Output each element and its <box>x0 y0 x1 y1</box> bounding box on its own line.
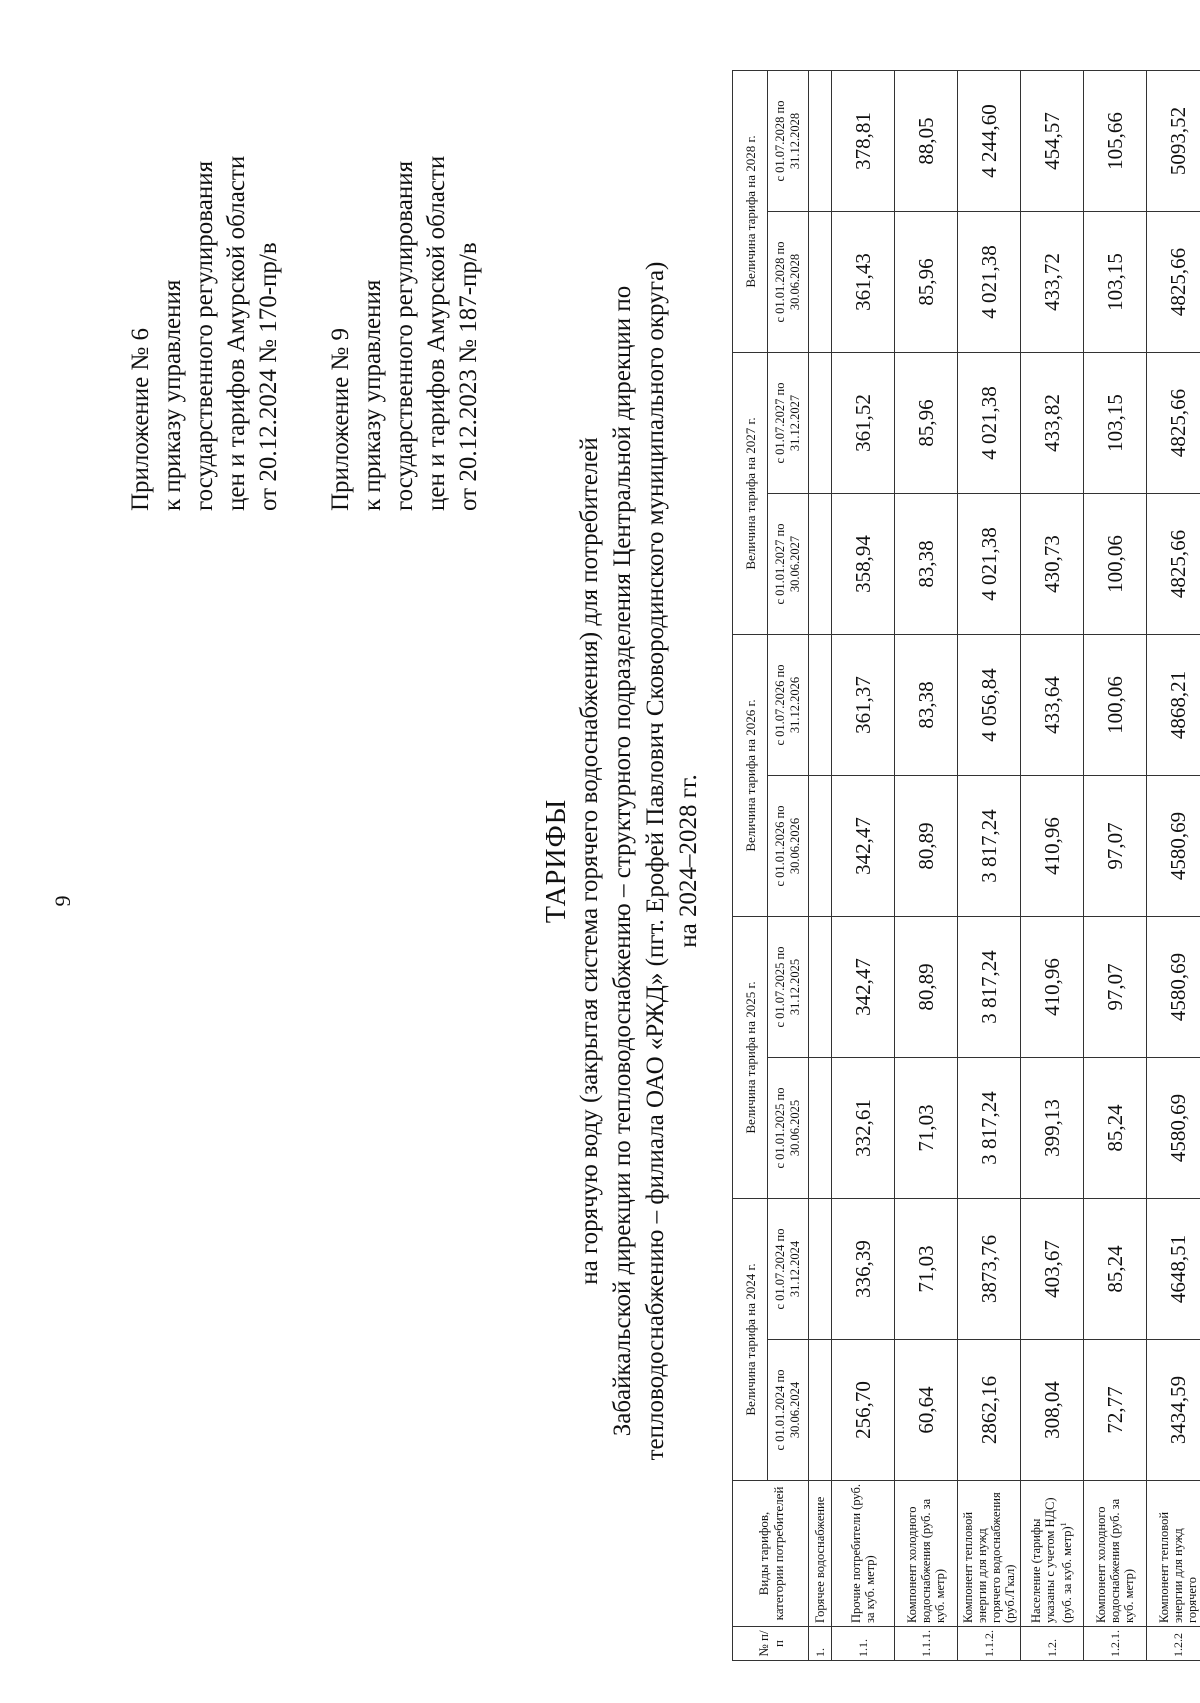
header-period: с 01.07.2024 по 31.12.2024 <box>768 1199 809 1340</box>
header-year: Величина тарифа на 2026 г. <box>733 635 768 917</box>
header-period: с 01.01.2027 по 30.06.2027 <box>768 494 809 635</box>
tariff-value: 4 021,38 <box>958 212 1021 353</box>
tariff-value: 85,96 <box>895 353 958 494</box>
tariff-value: 3 817,24 <box>958 776 1021 917</box>
row-num: 1.1. <box>832 1627 895 1661</box>
tariff-value: 97,07 <box>1084 917 1147 1058</box>
title-line: на горячую воду (закрытая система горячего водоснабжения) для потребителей <box>576 437 603 1285</box>
tariff-value: 100,06 <box>1084 494 1147 635</box>
tariff-value: 2862,16 <box>958 1340 1021 1481</box>
title-line: Забайкальской дирекции по тепловодоснабжению – структурного подразделения Центральной дирекции по <box>609 285 636 1437</box>
row-name-text: Компонент холодного водоснабжения (руб. за куб. метр) <box>905 1498 947 1623</box>
tariff-value: 72,77 <box>1084 1340 1147 1481</box>
tariff-value: 83,38 <box>895 494 958 635</box>
tariff-value: 361,52 <box>832 353 895 494</box>
row-name-text: Население (тарифы указаны с учетом НДС) (руб. за куб. метр) <box>1029 1497 1075 1623</box>
tariff-table <box>732 70 1200 1661</box>
appendix-line: от 20.12.2024 № 170-пр/в <box>255 242 282 511</box>
header-year: Величина тарифа на 2028 г. <box>733 71 768 353</box>
header-year: Величина тарифа на 2024 г. <box>733 1199 768 1481</box>
footnote-mark: 1 <box>1059 1522 1069 1527</box>
row-name <box>1084 1481 1147 1627</box>
row-name <box>1021 1481 1084 1627</box>
header-year: Величина тарифа на 2025 г. <box>733 917 768 1199</box>
row-name <box>895 1481 958 1627</box>
document-title <box>540 101 705 1621</box>
row-num: 1.1.2. <box>958 1627 1021 1661</box>
tariff-value: 4 056,84 <box>958 635 1021 776</box>
tariff-value: 4 021,38 <box>958 494 1021 635</box>
header-period: с 01.01.2028 по 30.06.2028 <box>768 212 809 353</box>
tariff-value: 342,47 <box>832 776 895 917</box>
title-line: тепловодоснабжению – филиала ОАО «РЖД» (пгт. Ерофей Павлович Сковородинского муниципального округа) <box>642 261 669 1461</box>
tariff-value: 358,94 <box>832 494 895 635</box>
row-name <box>832 1481 895 1627</box>
document-page <box>20 11 1199 1691</box>
tariff-value: 403,67 <box>1021 1199 1084 1340</box>
tariff-value: 4825,66 <box>1147 494 1200 635</box>
tariff-value: 60,64 <box>895 1340 958 1481</box>
row-num: 1.1.1. <box>895 1627 958 1661</box>
tariff-value: 97,07 <box>1084 776 1147 917</box>
table-row <box>1147 71 1200 1661</box>
header-period: с 01.07.2027 по 31.12.2027 <box>768 353 809 494</box>
tariff-value: 3 817,24 <box>958 917 1021 1058</box>
tariff-value: 4 021,38 <box>958 353 1021 494</box>
table-row <box>958 71 1021 1661</box>
header-period: с 01.01.2025 по 30.06.2025 <box>768 1058 809 1199</box>
table-row <box>1084 71 1147 1661</box>
appendix-line: цен и тарифов Амурской области <box>223 155 250 511</box>
appendix-line: от 20.12.2023 № 187-пр/в <box>455 242 482 511</box>
row-name <box>958 1481 1021 1627</box>
tariff-value: 454,57 <box>1021 71 1084 212</box>
tariff-value: 85,24 <box>1084 1058 1147 1199</box>
appendix-line: государственного регулирования <box>191 160 218 511</box>
tariff-value: 3434,59 <box>1147 1340 1200 1481</box>
row-name <box>1147 1481 1200 1627</box>
row-num: 1.2.2 <box>1147 1627 1200 1661</box>
tariff-value: 71,03 <box>895 1199 958 1340</box>
tariff-value: 433,64 <box>1021 635 1084 776</box>
header-year: Величина тарифа на 2027 г. <box>733 353 768 635</box>
appendix-line: Приложение № 9 <box>327 327 354 511</box>
tariff-value: 3 817,24 <box>958 1058 1021 1199</box>
appendix-line: Приложение № 6 <box>127 327 154 511</box>
tariff-value: 336,39 <box>832 1199 895 1340</box>
tariff-value: 361,37 <box>832 635 895 776</box>
tariff-value: 105,66 <box>1084 71 1147 212</box>
tariff-value: 88,05 <box>895 71 958 212</box>
tariff-value: 399,13 <box>1021 1058 1084 1199</box>
tariff-value: 100,06 <box>1084 635 1147 776</box>
tariff-value: 71,03 <box>895 1058 958 1199</box>
tariff-value: 4868,21 <box>1147 635 1200 776</box>
tariff-value: 361,43 <box>832 212 895 353</box>
tariff-value: 83,38 <box>895 635 958 776</box>
tariff-value: 256,70 <box>832 1340 895 1481</box>
appendix-previous <box>325 41 485 511</box>
tariff-value: 4580,69 <box>1147 917 1200 1058</box>
title-line: на 2024–2028 гг. <box>675 774 702 948</box>
tariff-value: 4825,66 <box>1147 212 1200 353</box>
header-period: с 01.07.2028 по 31.12.2028 <box>768 71 809 212</box>
tariff-value: 4648,51 <box>1147 1199 1200 1340</box>
tariff-value: 103,15 <box>1084 212 1147 353</box>
tariff-value: 85,96 <box>895 212 958 353</box>
appendix-line: к приказу управления <box>159 279 186 511</box>
tariff-value: 332,61 <box>832 1058 895 1199</box>
header-period: с 01.01.2026 по 30.06.2026 <box>768 776 809 917</box>
header-kind: Виды тарифов, категории потребителей <box>733 1481 809 1627</box>
tariff-value: 80,89 <box>895 917 958 1058</box>
row-name-text: Компонент тепловой энергии для нужд горячего <box>1157 1511 1199 1623</box>
tariff-value: 378,81 <box>832 71 895 212</box>
row-name-text: Прочие потребители (руб. за куб. метр) <box>849 1484 877 1623</box>
tariff-value: 410,96 <box>1021 917 1084 1058</box>
tariff-value: 4580,69 <box>1147 1058 1200 1199</box>
tariff-value: 4825,66 <box>1147 353 1200 494</box>
tariff-value: 4580,69 <box>1147 776 1200 917</box>
tariff-value: 103,15 <box>1084 353 1147 494</box>
appendix-line: цен и тарифов Амурской области <box>423 155 450 511</box>
tariff-value: 308,04 <box>1021 1340 1084 1481</box>
table-row <box>832 71 895 1661</box>
table-row <box>895 71 958 1661</box>
tariff-value: 80,89 <box>895 776 958 917</box>
header-period: с 01.01.2024 по 30.06.2024 <box>768 1340 809 1481</box>
tariff-value: 4 244,60 <box>958 71 1021 212</box>
header-period: с 01.07.2026 по 31.12.2026 <box>768 635 809 776</box>
tariff-value: 410,96 <box>1021 776 1084 917</box>
tariff-value: 433,72 <box>1021 212 1084 353</box>
row-num: 1. <box>809 1627 832 1661</box>
tariff-value: 430,73 <box>1021 494 1084 635</box>
tariff-value: 5093,52 <box>1147 71 1200 212</box>
table-row <box>1021 71 1084 1661</box>
tariff-value: 3873,76 <box>958 1199 1021 1340</box>
appendix-current <box>125 41 285 511</box>
appendix-line: к приказу управления <box>359 279 386 511</box>
tariff-value: 342,47 <box>832 917 895 1058</box>
tariff-value: 85,24 <box>1084 1199 1147 1340</box>
row-name: Горячее водоснабжение <box>809 1481 832 1627</box>
header-period: с 01.07.2025 по 31.12.2025 <box>768 917 809 1058</box>
row-name-text: Компонент холодного водоснабжения (руб. за куб. метр) <box>1094 1498 1136 1623</box>
row-num: 1.2.1. <box>1084 1627 1147 1661</box>
row-num: 1.2. <box>1021 1627 1084 1661</box>
table-body <box>832 71 1200 1661</box>
title-heading: ТАРИФЫ <box>541 798 572 924</box>
table-section-row <box>809 71 832 1661</box>
header-num: № п/п <box>733 1627 809 1661</box>
appendix-line: государственного регулирования <box>391 160 418 511</box>
tariff-value: 433,82 <box>1021 353 1084 494</box>
row-name-text: Компонент тепловой энергии для нужд горячего водоснабжения (руб./Гкал) <box>961 1492 1017 1623</box>
page-number: 9 <box>50 895 75 907</box>
